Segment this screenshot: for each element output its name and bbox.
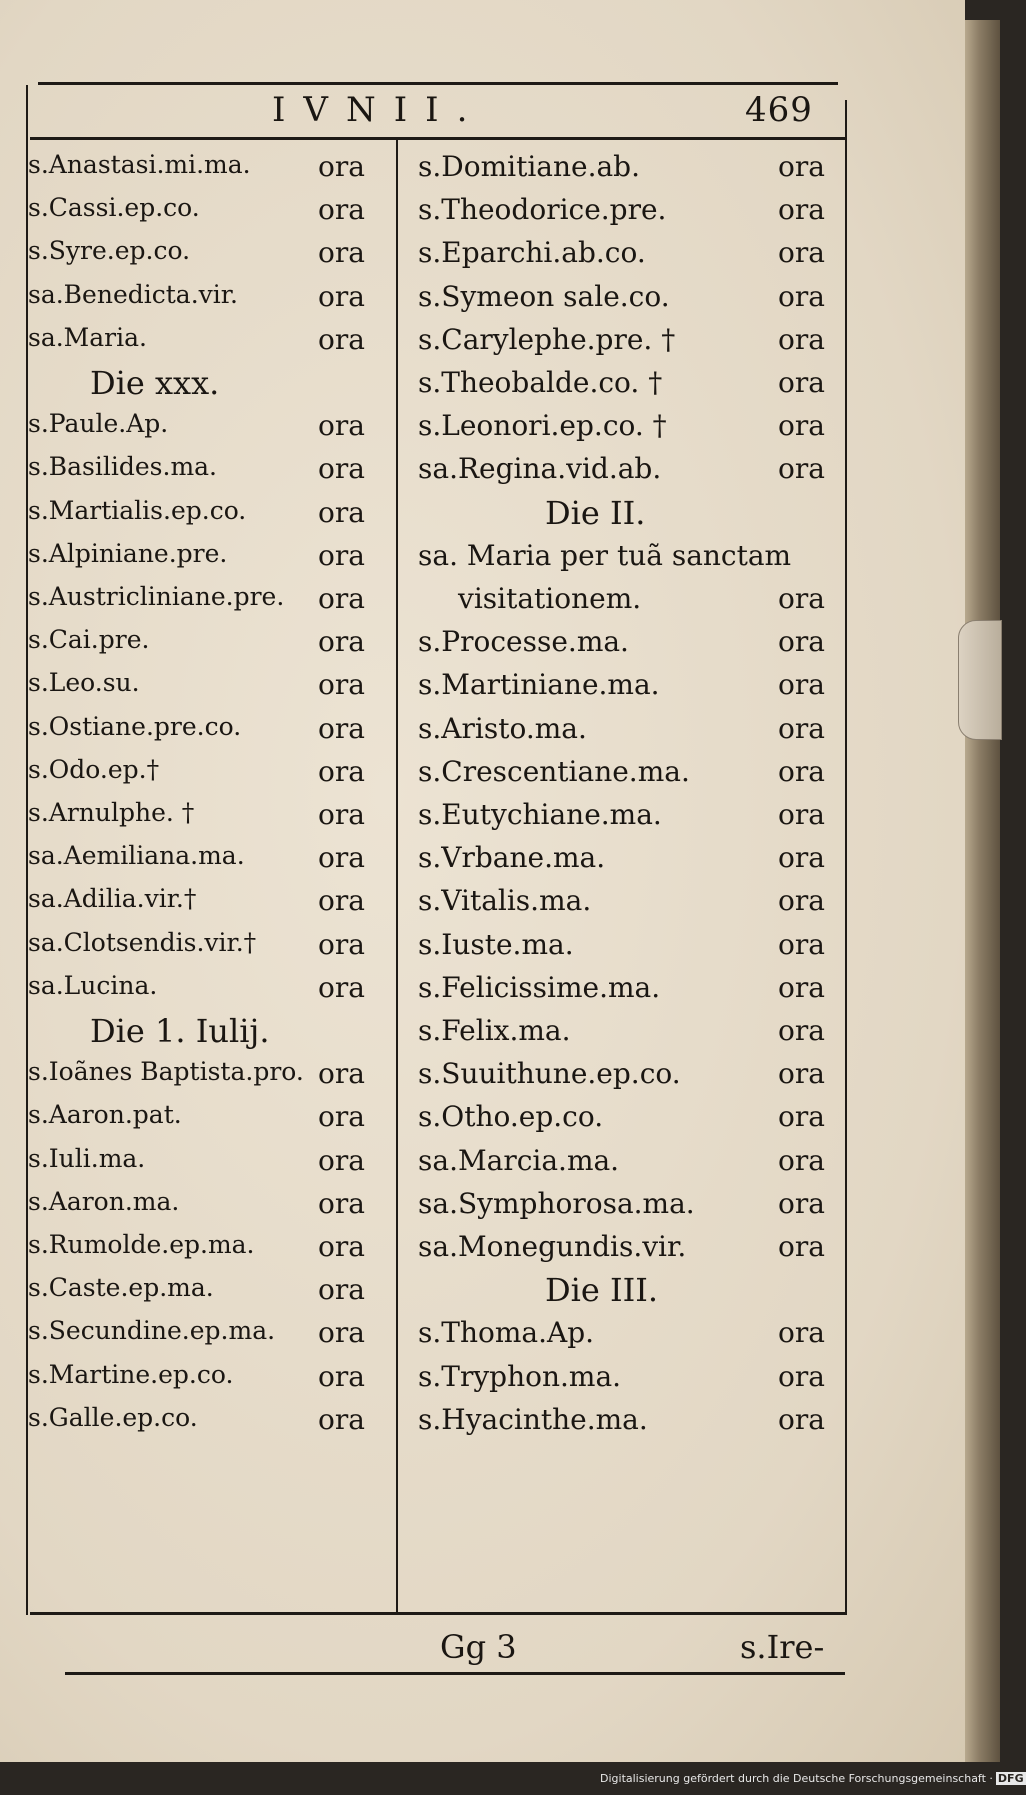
day-heading: Die 1. Iulij.: [90, 1012, 270, 1050]
litany-entry: [28, 193, 393, 235]
litany-entry: [28, 971, 393, 1013]
litany-entry: [28, 1187, 393, 1229]
litany-entry: [418, 928, 843, 970]
litany-entry: [418, 323, 843, 365]
header-top-rule: [38, 82, 838, 85]
litany-entry: [418, 841, 843, 883]
ora-response: ora: [778, 1014, 825, 1047]
litany-entry: [418, 150, 843, 192]
saint-name: s.Ioãnes Baptista.pro.: [28, 1057, 304, 1087]
saint-name: s.Hyacinthe.ma.: [418, 1402, 648, 1436]
saint-name: sa.Symphorosa.ma.: [418, 1186, 695, 1220]
ora-response: ora: [318, 711, 365, 745]
litany-entry: [418, 712, 843, 754]
ora-response: ora: [318, 1186, 365, 1220]
litany-entry: [418, 1100, 843, 1142]
ora-response: ora: [778, 193, 825, 227]
saint-name: sa.Benedicta.vir.: [28, 279, 238, 309]
ora-response: ora: [778, 1402, 825, 1436]
ora-response: ora: [778, 625, 825, 659]
litany-entry: [418, 1144, 843, 1186]
saint-name: s.Rumolde.ep.ma.: [28, 1230, 255, 1259]
ora-response: ora: [318, 322, 365, 356]
page-edge: [965, 20, 1000, 1762]
ora-response: ora: [778, 668, 825, 702]
right-frame-line: [845, 100, 847, 1615]
ora-response: ora: [318, 841, 365, 875]
bottom-rule: [30, 1612, 845, 1615]
litany-entry: [28, 280, 393, 322]
litany-entry: [418, 366, 843, 408]
saint-name: sa.Clotsendis.vir.†: [28, 927, 257, 957]
litany-entry: [418, 193, 843, 235]
saint-name: s.Domitiane.ab.: [418, 150, 641, 183]
ora-response: ora: [318, 1316, 365, 1350]
ora-response: ora: [778, 1186, 825, 1220]
ora-response: ora: [778, 754, 825, 788]
litany-entry: [28, 1144, 393, 1186]
ora-response: ora: [778, 322, 825, 356]
litany-entry: [418, 1316, 843, 1358]
litany-entry: [28, 236, 393, 278]
litany-entry: [28, 884, 393, 926]
day-heading: Die xxx.: [90, 364, 220, 402]
saint-name: s.Aristo.ma.: [418, 711, 587, 745]
ora-response: ora: [318, 884, 365, 918]
litany-entry: [418, 539, 843, 581]
ora-response: ora: [778, 1143, 825, 1177]
litany-entry: [28, 1273, 393, 1315]
saint-name: s.Secundine.ep.ma.: [28, 1316, 276, 1346]
saint-name: s.Anastasi.mi.ma.: [28, 150, 251, 179]
saint-name: s.Cassi.ep.co.: [28, 193, 200, 223]
ora-response: ora: [778, 1316, 825, 1350]
ora-response: ora: [778, 452, 825, 486]
litany-entry: [418, 971, 843, 1013]
ora-response: ora: [318, 927, 365, 961]
litany-entry: [28, 323, 393, 365]
saint-name: s.Thoma.Ap.: [418, 1316, 595, 1350]
litany-entry: [418, 582, 843, 624]
ora-response: ora: [778, 970, 825, 1004]
saint-name: s.Iuste.ma.: [418, 927, 574, 961]
ora-response: ora: [778, 711, 825, 745]
footer-rule: [65, 1672, 845, 1675]
ora-response: ora: [318, 625, 365, 659]
saint-name: s.Aaron.ma.: [28, 1186, 180, 1216]
signature-mark: Gg 3: [440, 1628, 517, 1666]
saint-name: s.Basilides.ma.: [28, 452, 218, 482]
litany-entry: [28, 452, 393, 494]
saint-name: s.Processe.ma.: [418, 625, 629, 659]
saint-name: s.Odo.ep.†: [28, 754, 160, 784]
ora-response: ora: [778, 841, 825, 875]
litany-entry: [418, 1360, 843, 1402]
litany-entry: [418, 798, 843, 840]
saint-name: s.Suuithune.ep.co.: [418, 1057, 681, 1091]
ora-response: ora: [318, 668, 365, 702]
litany-entry: [418, 625, 843, 667]
ora-response: ora: [778, 582, 825, 615]
saint-name: s.Alpiniane.pre.: [28, 538, 228, 568]
ora-response: ora: [318, 798, 365, 831]
header-bottom-rule: [30, 137, 845, 140]
saint-name: sa.Aemiliana.ma.: [28, 841, 245, 871]
saint-name: s.Galle.ep.co.: [28, 1402, 198, 1432]
litany-entry: [28, 1230, 393, 1272]
ora-response: ora: [318, 193, 365, 227]
ora-response: ora: [778, 884, 825, 918]
ora-response: ora: [318, 1359, 365, 1393]
digitization-text: Digitalisierung gefördert durch die Deutsche Forschungsgemeinschaft ·: [600, 1772, 993, 1785]
saint-name: s.Martine.ep.co.: [28, 1359, 234, 1389]
ora-response: ora: [778, 1359, 825, 1393]
book-clip: [958, 620, 1002, 740]
ora-response: ora: [318, 150, 365, 183]
litany-entry: [418, 1187, 843, 1229]
litany-entry: [28, 841, 393, 883]
litany-entry: [28, 712, 393, 754]
saint-name: sa. Maria per tuã sanctam: [418, 538, 792, 572]
litany-entry: [28, 1100, 393, 1142]
saint-name: s.Arnulphe. †: [28, 798, 195, 827]
saint-name: s.Carylephe.pre. †: [418, 322, 676, 356]
litany-entry: [28, 1316, 393, 1358]
litany-entry: [28, 1057, 393, 1099]
saint-name: s.Martialis.ep.co.: [28, 495, 247, 525]
saint-name: s.Felix.ma.: [418, 1014, 571, 1047]
litany-entry: [418, 1403, 843, 1445]
saint-name: s.Ostiane.pre.co.: [28, 711, 242, 741]
litany-entry: [418, 409, 843, 451]
litany-entry: [418, 236, 843, 278]
saint-name: visitationem.: [458, 582, 642, 615]
ora-response: ora: [778, 927, 825, 961]
saint-name: s.Vrbane.ma.: [418, 841, 606, 875]
ora-response: ora: [318, 1402, 365, 1436]
litany-entry: [28, 1403, 393, 1445]
day-heading: Die III.: [545, 1271, 659, 1310]
saint-name: s.Iuli.ma.: [28, 1143, 146, 1173]
saint-name: sa.Regina.vid.ab.: [418, 452, 662, 486]
ora-response: ora: [318, 582, 365, 615]
ora-response: ora: [318, 452, 365, 486]
litany-entry: [28, 150, 393, 192]
litany-entry: [28, 409, 393, 451]
ora-response: ora: [318, 754, 365, 788]
page-number: 469: [745, 90, 813, 130]
ora-response: ora: [318, 1057, 365, 1091]
saint-name: s.Felicissime.ma.: [418, 970, 661, 1004]
saint-name: s.Theodorice.pre.: [418, 193, 667, 227]
saint-name: s.Tryphon.ma.: [418, 1359, 622, 1393]
digitization-note: [600, 1772, 1026, 1785]
saint-name: s.Symeon sale.co.: [418, 279, 670, 313]
ora-response: ora: [318, 1230, 365, 1263]
litany-entry: [28, 496, 393, 538]
ora-response: ora: [318, 538, 365, 572]
dfg-logo: DFG: [997, 1772, 1024, 1785]
saint-name: s.Syre.ep.co.: [28, 236, 191, 266]
running-head: IVNII.: [272, 90, 486, 130]
saint-name: s.Leo.su.: [28, 668, 140, 698]
litany-entry: [28, 582, 393, 624]
saint-name: s.Aaron.pat.: [28, 1100, 182, 1130]
saint-name: s.Paule.Ap.: [28, 409, 169, 439]
ora-response: ora: [778, 279, 825, 313]
litany-entry: [418, 1057, 843, 1099]
litany-entry: [28, 668, 393, 710]
litany-entry: [418, 755, 843, 797]
litany-entry: [28, 1360, 393, 1402]
saint-name: s.Theobalde.co. †: [418, 366, 663, 399]
saint-name: sa.Maria.: [28, 322, 147, 352]
litany-entry: [418, 1014, 843, 1056]
ora-response: ora: [318, 1273, 365, 1307]
saint-name: s.Austricliniane.pre.: [28, 582, 285, 611]
ora-response: ora: [778, 366, 825, 399]
ora-response: ora: [318, 409, 365, 443]
ora-response: ora: [318, 495, 365, 529]
saint-name: s.Eutychiane.ma.: [418, 798, 662, 831]
ora-response: ora: [778, 150, 825, 183]
ora-response: ora: [778, 1057, 825, 1091]
litany-entry: [418, 668, 843, 710]
litany-entry: [418, 280, 843, 322]
saint-name: sa.Marcia.ma.: [418, 1143, 620, 1177]
saint-name: sa.Lucina.: [28, 970, 158, 1000]
litany-entry: [28, 798, 393, 840]
ora-response: ora: [778, 1100, 825, 1134]
catchword: s.Ire-: [740, 1628, 825, 1666]
ora-response: ora: [318, 970, 365, 1004]
litany-entry: [418, 452, 843, 494]
saint-name: sa.Adilia.vir.†: [28, 884, 197, 914]
saint-name: s.Cai.pre.: [28, 625, 150, 655]
ora-response: ora: [318, 279, 365, 313]
saint-name: sa.Monegundis.vir.: [418, 1230, 687, 1263]
litany-entry: [28, 539, 393, 581]
litany-entry: [418, 884, 843, 926]
saint-name: s.Martiniane.ma.: [418, 668, 660, 702]
saint-name: s.Caste.ep.ma.: [28, 1273, 214, 1303]
saint-name: s.Eparchi.ab.co.: [418, 236, 646, 270]
saint-name: s.Crescentiane.ma.: [418, 754, 690, 788]
ora-response: ora: [778, 409, 825, 443]
litany-entry: [418, 1230, 843, 1272]
ora-response: ora: [778, 798, 825, 831]
saint-name: s.Otho.ep.co.: [418, 1100, 604, 1134]
saint-name: s.Vitalis.ma.: [418, 884, 592, 918]
saint-name: s.Leonori.ep.co. †: [418, 409, 667, 443]
day-heading: Die II.: [545, 493, 646, 532]
ora-response: ora: [318, 1100, 365, 1134]
ora-response: ora: [778, 236, 825, 270]
ora-response: ora: [318, 1143, 365, 1177]
ora-response: ora: [778, 1230, 825, 1263]
ora-response: ora: [318, 236, 365, 270]
litany-entry: [28, 755, 393, 797]
litany-entry: [28, 928, 393, 970]
litany-entry: [28, 625, 393, 667]
column-divider: [396, 140, 398, 1615]
